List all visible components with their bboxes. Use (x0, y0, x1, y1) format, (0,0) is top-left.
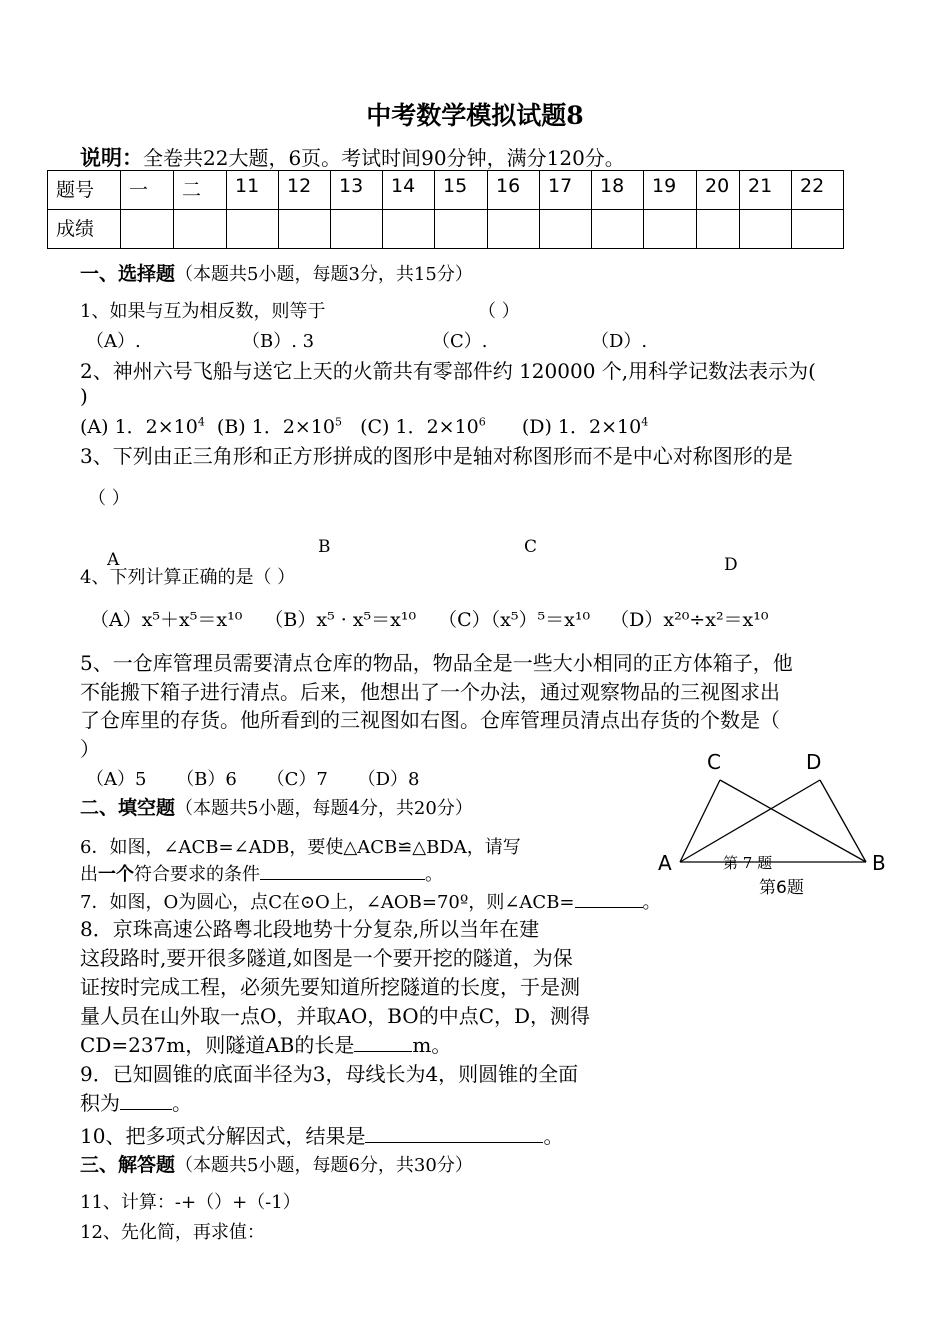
answer-blank[interactable] (575, 889, 643, 908)
option-c: （C）（x⁵）⁵＝x¹⁰ (438, 609, 591, 631)
label-c: C (707, 750, 721, 774)
score-cell (121, 210, 174, 249)
score-table-score-row (48, 210, 844, 249)
option-b: （B）6 (176, 769, 237, 790)
score-cell (592, 210, 644, 249)
option-b: （B）x⁵ · x⁵＝x¹⁰ (264, 609, 417, 631)
table-cell: 题号 (48, 171, 121, 210)
table-cell: 19 (644, 171, 697, 210)
question-2: 2、神州六号飞船与送它上天的火箭共有零部件约 120000 个,用科学记数法表示为( (80, 359, 816, 383)
score-cell (174, 210, 227, 249)
table-cell: 21 (740, 171, 792, 210)
answer-blank[interactable] (365, 1124, 543, 1143)
question-2-paren: ) (80, 384, 88, 408)
q5-options (86, 765, 419, 791)
caption-6: 第6题 (759, 878, 804, 898)
option-d: （D）8 (357, 769, 420, 790)
option-c: （C）7 (266, 769, 328, 790)
question-1: 1、如果与互为相反数，则等于 (80, 301, 326, 322)
score-cell (697, 210, 740, 249)
q2-options (80, 412, 648, 439)
score-cell (540, 210, 592, 249)
table-cell: 18 (592, 171, 644, 210)
section2-heading (80, 793, 473, 820)
score-cell (227, 210, 279, 249)
section-title: 二、填空题 (80, 797, 176, 819)
intro (80, 142, 625, 172)
option-b: (B) 1．$2\times 10^5$ (216, 415, 343, 438)
score-table-header-row (48, 171, 844, 210)
table-cell: 15 (435, 171, 488, 210)
question-12: 12、先化简，再求值： (80, 1222, 265, 1243)
score-cell (644, 210, 697, 249)
intro-label: 说明： (80, 146, 143, 170)
table-cell: 22 (792, 171, 844, 210)
score-cell (488, 210, 540, 249)
section-note: （本题共5小题，每题4分，共20分） (175, 798, 473, 819)
score-cell (279, 210, 331, 249)
text-line: 5、一仓库管理员需要清点仓库的物品，物品全是一些大小相同的正方体箱子，他 (80, 651, 793, 675)
question-8 (80, 915, 590, 1060)
figure-label-c: C (524, 537, 538, 557)
label-d: D (806, 750, 822, 774)
question-6-line2: 出一个符合要求的条件 。 (80, 860, 443, 886)
text-line: ） (80, 736, 100, 761)
table-cell: 二 (174, 171, 227, 210)
text-line: 积为 。 (80, 1091, 192, 1115)
option-a: （A）x⁵＋x⁵＝x¹⁰ (90, 609, 243, 631)
table-cell: 17 (540, 171, 592, 210)
table-cell: 14 (383, 171, 435, 210)
caption-7: 第 7 题 (723, 854, 773, 872)
score-cell (792, 210, 844, 249)
answer-blank[interactable] (260, 861, 425, 880)
answer-paren: （ ） (88, 488, 130, 509)
option-a: （A）. (86, 331, 141, 352)
table-cell: 13 (331, 171, 383, 210)
option-d: （D）. (591, 331, 648, 352)
answer-blank[interactable] (120, 1091, 172, 1110)
section-note: （本题共5小题，每题3分，共15分） (175, 264, 473, 285)
option-c: （C）. (432, 331, 488, 352)
table-cell: 一 (121, 171, 174, 210)
page-title: 中考数学模拟试题8 (366, 101, 584, 130)
text-line: 9．已知圆锥的底面半径为3，母线长为4，则圆锥的全面 (80, 1062, 579, 1086)
score-cell (383, 210, 435, 249)
text-line: 这段路时,要开很多隧道,如图是一个要开挖的隧道，为保 (80, 946, 573, 970)
question-7: 7．如图，O为圆心，点C在⊙O上，∠AOB=70º，则∠ACB= 。 (80, 888, 661, 914)
section3-heading (80, 1150, 473, 1177)
question-11: 11、计算：-+（）+（-1） (80, 1192, 301, 1213)
text-line: 证按时完成工程，必须先要知道所挖隧道的长度，于是测 (80, 975, 580, 999)
q4-options (90, 605, 769, 632)
table-cell: 成绩 (48, 210, 121, 249)
figure-label-a: A (107, 550, 120, 570)
score-cell (435, 210, 488, 249)
segment-bc (720, 780, 866, 862)
answer-blank[interactable] (354, 1033, 412, 1052)
option-a: （A）5 (86, 769, 147, 790)
text-line: 8．京珠高速公路粤北段地势十分复杂,所以当年在建 (80, 917, 540, 941)
question-10: 10、把多项式分解因式，结果是 。 (80, 1124, 564, 1148)
option-d: （D）x²⁰÷x²＝x¹⁰ (610, 609, 769, 631)
option-d: (D) 1．$2\times 10^4$ (521, 415, 649, 438)
text-line: 量人员在山外取一点O，并取AO，BO的中点C，D，测得 (80, 1004, 591, 1028)
label-a: A (658, 851, 672, 875)
text-line: 不能搬下箱子进行清点。后来，他想出了一个办法，通过观察物品的三视图求出 (80, 679, 780, 704)
section-note: （本题共5小题，每题6分，共30分） (175, 1155, 473, 1176)
table-cell: 12 (279, 171, 331, 210)
text-line: CD=237m，则隧道AB的长是 m。 (80, 1033, 452, 1057)
label-b: B (872, 851, 886, 875)
text-line: 了仓库里的存货。他所看到的三视图如右图。仓库管理员清点出存货的个数是（ (80, 708, 780, 732)
question-6: 6．如图，∠ACB=∠ADB，要使△ACB≌△BDA，请写 (80, 837, 521, 858)
section-title: 一、选择题 (80, 263, 176, 285)
triangle-figure (655, 745, 895, 900)
option-b: （B）. 3 (242, 331, 315, 352)
figure-label-b: B (318, 537, 331, 557)
score-table (47, 170, 844, 249)
answer-paren: （ ） (478, 301, 520, 322)
option-c: (C) 1．$2\times 10^6$ (360, 415, 486, 438)
score-cell (740, 210, 792, 249)
table-cell: 20 (697, 171, 740, 210)
table-cell: 16 (488, 171, 540, 210)
section1-heading (80, 259, 473, 286)
intro-text: 全卷共22大题，6页。考试时间90分钟，满分120分。 (143, 146, 625, 170)
figure-label-d: D (724, 555, 738, 575)
segment-ad (680, 780, 820, 862)
question-3: 3、下列由正三角形和正方形拼成的图形中是轴对称图形而不是中心对称图形的是 (80, 444, 793, 468)
question-4: 4、下列计算正确的是（ ） (80, 567, 296, 588)
option-a: (A) 1．$2\times 10^4$ (80, 415, 205, 438)
section-title: 三、解答题 (80, 1154, 176, 1176)
question-9 (80, 1060, 578, 1118)
score-cell (331, 210, 383, 249)
table-cell: 11 (227, 171, 279, 210)
